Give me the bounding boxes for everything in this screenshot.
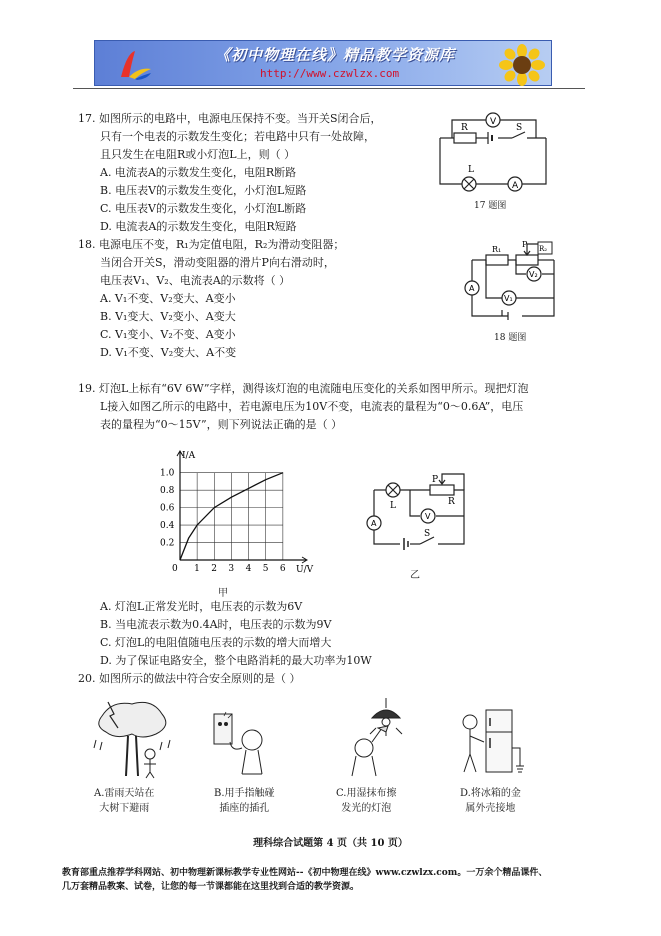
q19-line-1: 19. 灯泡L上标有“6V 6W”字样，测得该灯泡的电流随电压变化的关系如图甲所示。现把灯泡 (78, 382, 529, 395)
q20-caption-a-line2: 大树下避雨 (99, 803, 150, 814)
y-tick-label-0: 0.2 (160, 538, 175, 549)
q19-label-s: S (424, 529, 431, 539)
series-point-0-3 (214, 507, 215, 508)
q19-line-2: L接入如图乙所示的电路中，若电源电压为10V不变，电流表的量程为“0～0.6A”，电压 (100, 400, 524, 413)
q18-label-r1: R₁ (492, 245, 502, 254)
series-point-0-1 (188, 538, 189, 539)
q19-line-3: 表的量程为“0～15V”，则下列说法正确的是（ ） (100, 418, 343, 431)
q20-caption-c-line1: C.用湿抹布擦 (336, 788, 397, 799)
q18-label-v1: V₁ (504, 294, 513, 303)
q19-option-b[interactable]: B. 当电流表示数为0.4A时，电压表的示数为9V (100, 618, 332, 631)
y-tick-label-3: 0.8 (160, 486, 175, 497)
q20-caption-a[interactable] (94, 786, 154, 816)
banner-title: 《初中物理在线》精品教学资源库 (215, 46, 456, 64)
series-point-0-2 (197, 525, 198, 526)
q17-option-d[interactable]: D. 电流表A的示数发生变化，电阻R短路 (100, 220, 297, 233)
q17-label-v: V (490, 117, 497, 127)
header-divider (73, 88, 585, 89)
x-tick-label-5: 6 (279, 564, 286, 574)
q17-option-b[interactable]: B. 电压表V的示数发生变化，小灯泡L短路 (100, 184, 307, 197)
origin-label: 0 (172, 564, 178, 574)
socket-finger-icon[interactable] (212, 712, 272, 778)
q17-label-r: R (461, 123, 468, 133)
chart-axes (177, 451, 307, 563)
banner-url[interactable]: http://www.czwlzx.com (260, 67, 400, 80)
page-number: 理科综合试题第 4 页（共 10 页） (253, 838, 408, 849)
y-tick-label-4: 1.0 (160, 468, 175, 479)
q18-line-1: 18. 电源电压不变，R₁为定值电阻，R₂为滑动变阻器； (78, 238, 345, 251)
x-tick-label-1: 2 (211, 564, 218, 574)
q18-option-d[interactable]: D. V₁不变、V₂变大、A不变 (100, 346, 237, 359)
series-point-0-6 (265, 479, 266, 480)
q19-label-r: R (448, 497, 455, 507)
chart-grid (180, 473, 283, 560)
q19-circuit-diagram (360, 470, 472, 556)
q19-label-p: P (432, 475, 439, 485)
tree-lightning-icon[interactable] (92, 696, 176, 780)
chart-ylabel: I/A (182, 451, 196, 461)
footer-note-2: 几万套精品教案、试卷，让您的每一节课都能在这里找到合适的教学资源。 (62, 882, 360, 892)
q20-caption-d-line2: 属外壳接地 (465, 803, 516, 814)
series-point-0-4 (231, 497, 232, 498)
q18-option-b[interactable]: B. V₁变大、V₂变小、A变大 (100, 310, 236, 323)
q17-label-l: L (468, 165, 474, 175)
q17-option-c[interactable]: C. 电压表V的示数发生变化，小灯泡L断路 (100, 202, 307, 215)
x-tick-label-4: 5 (262, 564, 269, 574)
q18-line-2: 当闭合开关S，滑动变阻器的滑片P向右滑动时， (100, 256, 335, 269)
chart-caption: 甲 (218, 588, 228, 599)
q20-caption-c[interactable] (336, 786, 396, 816)
q18-option-c[interactable]: C. V₁变小、V₂不变、A变小 (100, 328, 236, 341)
q19-label-a: A (371, 519, 377, 528)
fridge-ground-icon[interactable] (456, 708, 526, 778)
series-point-0-7 (282, 472, 283, 473)
q17-label-s: S (516, 123, 523, 133)
q18-label-r2: R₂ (539, 245, 548, 253)
q17-line-3: 且只发生在电阻R或小灯泡L上，则（ ） (100, 148, 296, 161)
q17-line-2: 只有一个电表的示数发生变化；若电路中只有一处故障， (100, 130, 375, 143)
q19-option-c[interactable]: C. 灯泡L的电阻值随电压表的示数的增大而增大 (100, 636, 332, 649)
q18-label-a: A (469, 284, 475, 293)
q19-circuit-caption: 乙 (410, 570, 420, 581)
sunflower-icon (497, 45, 547, 85)
q18-circuit-diagram (458, 238, 562, 326)
q18-option-a[interactable]: A. V₁不变、V₂变大、A变小 (100, 292, 236, 305)
q18-label-v2: V₂ (529, 270, 538, 279)
q17-circuit-diagram (432, 108, 554, 194)
series-point-0-5 (248, 488, 249, 489)
q17-line-1: 17. 如图所示的电路中，电源电压保持不变。当开关S闭合后， (78, 112, 382, 125)
q20-caption-a-line1: A.雷雨天站在 (94, 788, 155, 799)
q19-option-d[interactable]: D. 为了保证电路安全，整个电路消耗的最大功率为10W (100, 654, 372, 667)
logo-icon (117, 47, 153, 81)
q20-caption-c-line2: 发光的灯泡 (341, 803, 392, 814)
q18-line-3: 电压表V₁、V₂、电流表A的示数将（ ） (100, 274, 291, 287)
q19-label-l: L (390, 501, 396, 511)
q19-label-v: V (425, 512, 431, 521)
y-tick-label-1: 0.4 (160, 521, 175, 532)
q18-label-p: P (522, 240, 528, 249)
chart-xlabel: U/V (296, 565, 314, 575)
q17-option-a[interactable]: A. 电流表A的示数发生变化，电阻R断路 (100, 166, 297, 179)
iu-chart (150, 450, 314, 580)
lamp-wet-cloth-icon[interactable] (346, 698, 420, 778)
q20-caption-d-line1: D.将冰箱的金 (460, 788, 521, 799)
footer-note-1: 教育部重点推荐学科网站、初中物理新课标教学专业性网站--《初中物理在线》www.czwlzx.com。一万余个精品课件、 (62, 868, 548, 878)
q17-label-a: A (512, 181, 519, 191)
y-tick-label-2: 0.6 (160, 503, 175, 514)
x-tick-label-2: 3 (228, 564, 235, 574)
q20-caption-b[interactable] (214, 786, 275, 816)
q20-caption-d[interactable] (460, 786, 521, 816)
q17-figure-caption: 17 题图 (474, 201, 507, 211)
q20-line: 20. 如图所示的做法中符合安全原则的是（ ） (78, 672, 301, 685)
x-tick-label-0: 1 (194, 564, 200, 574)
chart-ticks (160, 469, 286, 574)
header-banner (94, 40, 552, 86)
series-point-0-0 (180, 560, 181, 561)
q20-caption-b-line1: B.用手指触碰 (214, 788, 275, 799)
q19-option-a[interactable]: A. 灯泡L正常发光时，电压表的示数为6V (100, 600, 303, 613)
q20-caption-b-line2: 插座的插孔 (219, 803, 270, 814)
x-tick-label-3: 4 (245, 564, 252, 574)
q18-figure-caption: 18 题图 (494, 333, 527, 343)
